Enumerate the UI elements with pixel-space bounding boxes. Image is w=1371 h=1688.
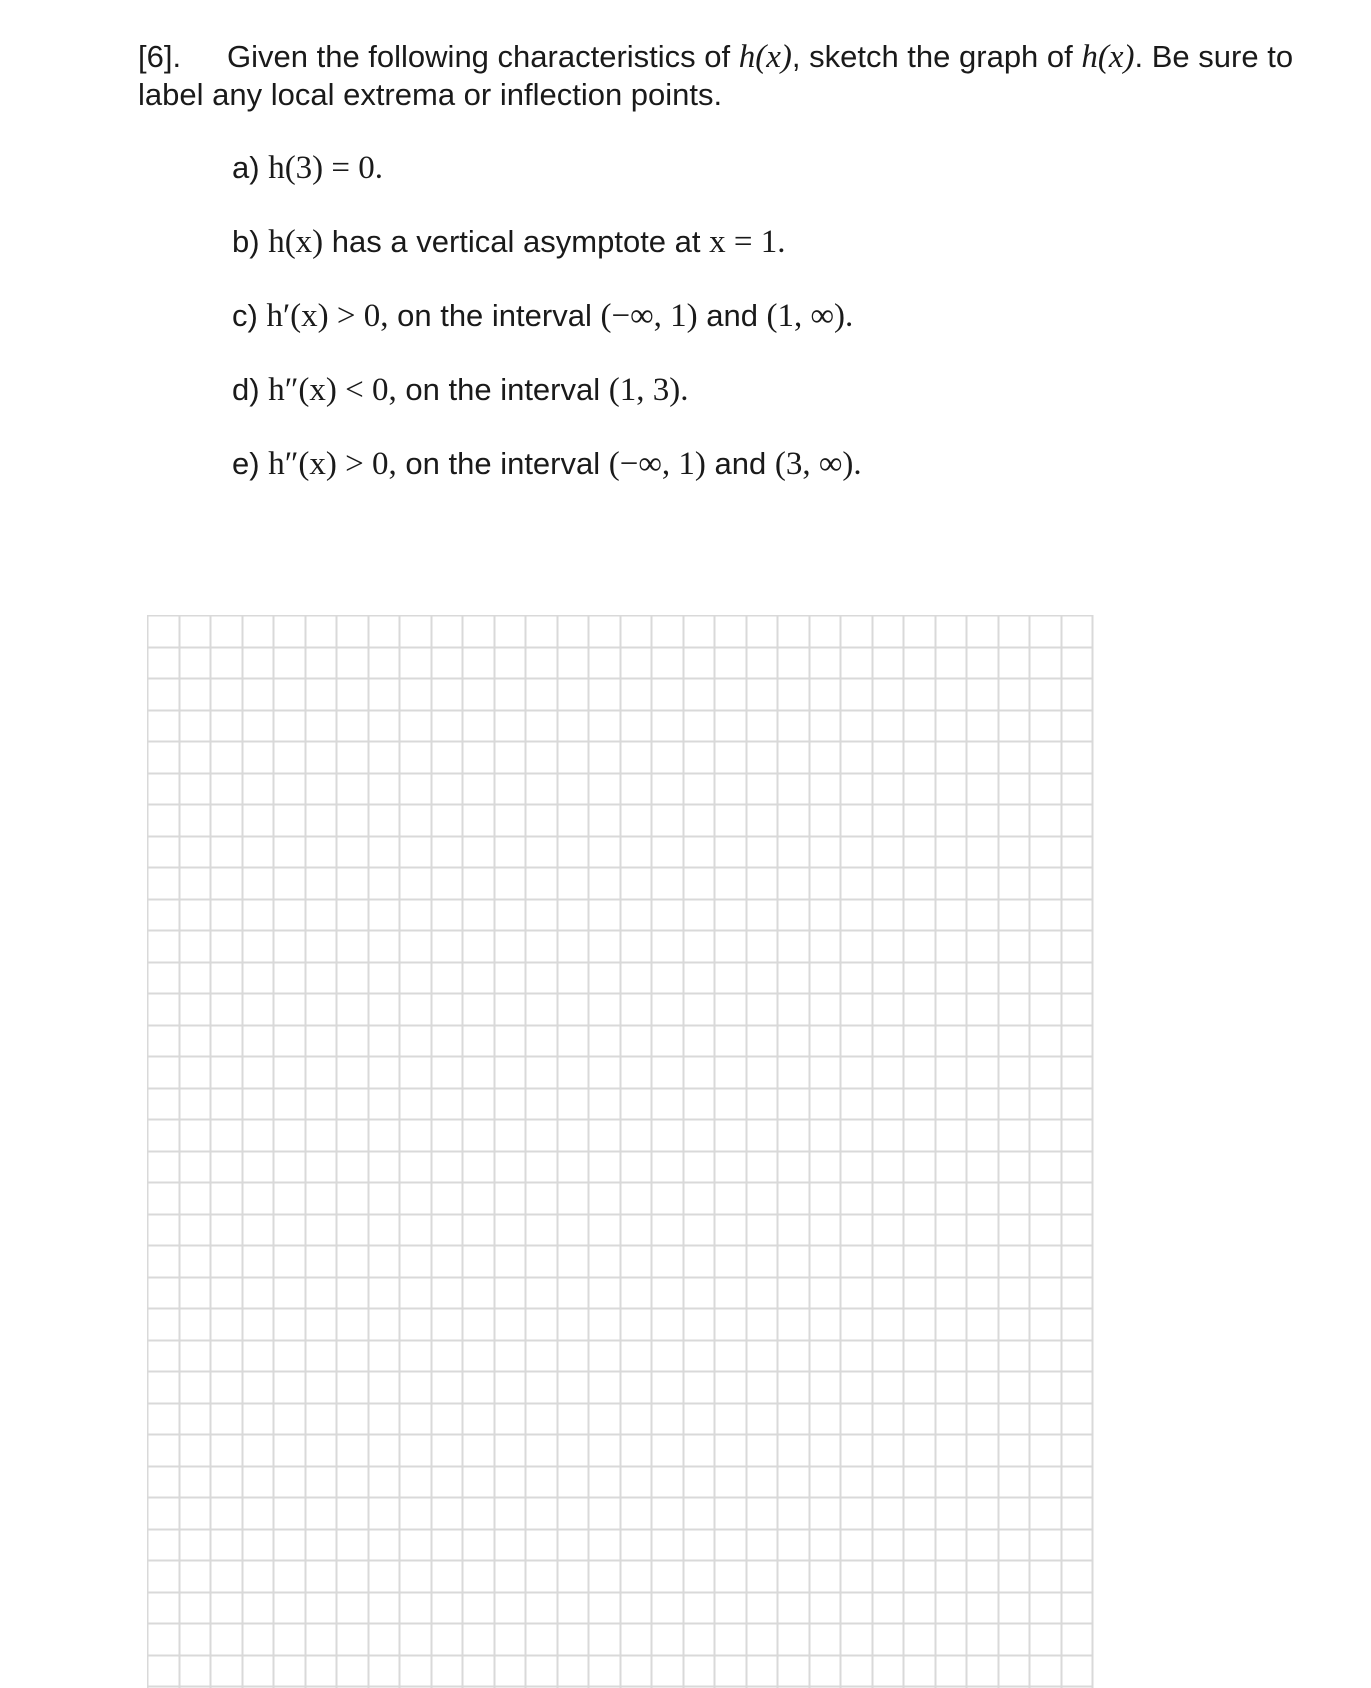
function-h-of-x-2: h(x) [1081, 39, 1135, 75]
condition-math: h′(x) > 0, [266, 298, 389, 334]
condition-text: on the interval [396, 372, 609, 407]
condition-text: on the interval [388, 298, 601, 333]
problem-statement [138, 38, 1358, 114]
condition-label: d) [232, 372, 269, 407]
condition-e [232, 444, 862, 484]
condition-a [232, 148, 383, 188]
condition-label: e) [232, 446, 269, 481]
condition-text: and [697, 298, 767, 333]
condition-math: (−∞, 1) [600, 298, 698, 334]
problem-number: [6]. [138, 39, 182, 74]
condition-math: x = 1. [709, 224, 786, 260]
condition-math: h(3) = 0. [268, 150, 384, 186]
function-h-of-x: h(x) [738, 39, 792, 75]
condition-math: (3, ∞). [774, 446, 862, 482]
graph-grid[interactable] [147, 615, 1098, 1688]
condition-text: has a vertical asymptote at [323, 224, 710, 259]
condition-math: h″(x) > 0, [268, 446, 397, 482]
condition-math: (1, ∞). [766, 298, 854, 334]
condition-label: c) [232, 298, 267, 333]
condition-math: (1, 3). [608, 372, 689, 408]
condition-math: h(x) [268, 224, 324, 260]
condition-label: a) [232, 150, 269, 185]
condition-b [232, 222, 786, 262]
condition-d [232, 370, 688, 410]
problem-intro-text-3: . Be sure to label any local extrema or inflection points. [138, 39, 1294, 112]
condition-text: and [705, 446, 775, 481]
problem-intro-text-2: , sketch the graph of [791, 39, 1082, 74]
condition-c [232, 296, 853, 336]
condition-label: b) [232, 224, 269, 259]
condition-math: h″(x) < 0, [268, 372, 397, 408]
problem-intro-text-1: Given the following characteristics of [227, 39, 739, 74]
condition-text: on the interval [396, 446, 609, 481]
condition-math: (−∞, 1) [608, 446, 706, 482]
